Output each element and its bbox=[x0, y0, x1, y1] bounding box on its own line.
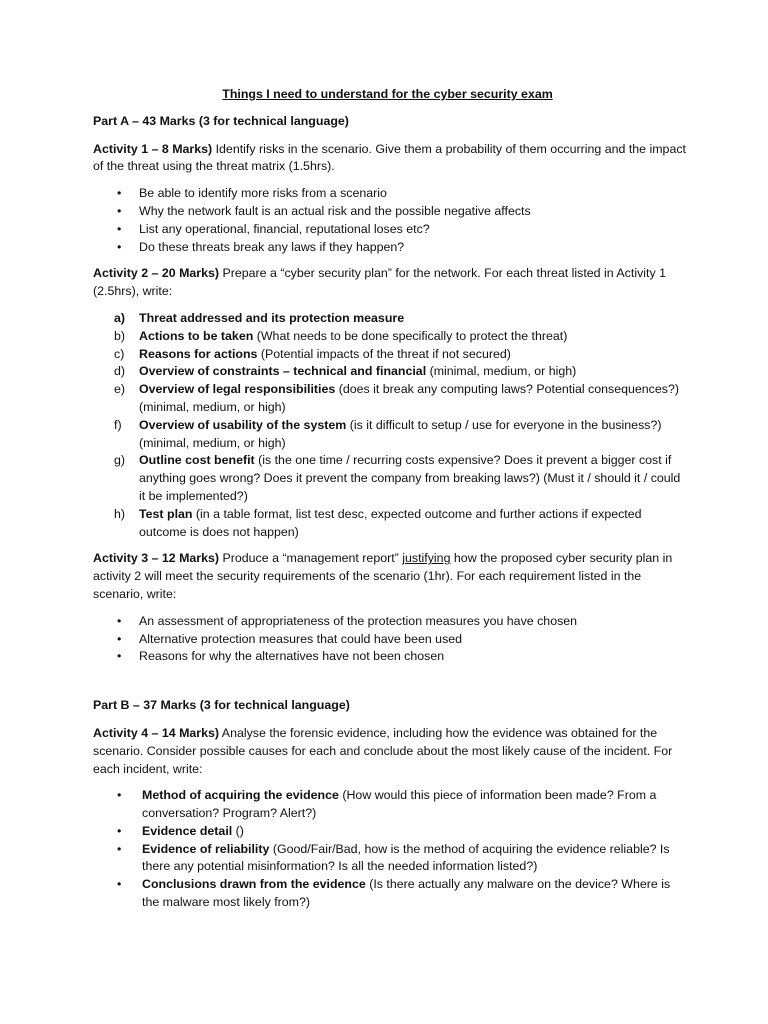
activity-1-paragraph bbox=[93, 141, 688, 177]
list-item-text: () bbox=[232, 823, 244, 838]
list-item-text: (minimal, medium, or high) bbox=[426, 364, 577, 379]
list-item bbox=[93, 452, 688, 505]
activity-3-heading: Activity 3 – 12 Marks) bbox=[93, 551, 220, 566]
list-item-text: Why the network fault is an actual risk and the possible negative affects bbox=[139, 203, 531, 218]
list-item-bold: Method of acquiring the evidence bbox=[142, 788, 339, 803]
activity-3-paragraph bbox=[93, 550, 688, 603]
bullet-icon: • bbox=[117, 221, 122, 236]
bullet-icon: • bbox=[117, 631, 122, 646]
bullet-icon: • bbox=[117, 877, 122, 892]
list-item-text: Reasons for why the alternatives have not been chosen bbox=[139, 649, 445, 664]
bullet-icon: • bbox=[117, 841, 122, 856]
activity-4-text: Analyse the forensic evidence, including how the evidence was obtained for the scenario. Consider possible causes for each and conclude about the most likely cause of the incident. For each incident, write: bbox=[93, 725, 673, 776]
list-item-text: Do these threats break any laws if they happen? bbox=[139, 239, 405, 254]
activity-4-paragraph bbox=[93, 725, 688, 778]
bullet-icon: • bbox=[117, 239, 122, 254]
bullet-icon: • bbox=[117, 186, 122, 201]
section-spacer bbox=[93, 675, 688, 697]
list-item bbox=[93, 328, 688, 346]
list-item bbox=[93, 506, 688, 542]
part-b-heading: Part B – 37 Marks (3 for technical language) bbox=[93, 698, 350, 713]
activity-1-text: Identify risks in the scenario. Give them a probability of them occurring and the impact of the threat using the threat matrix (1.5hrs). bbox=[93, 141, 686, 174]
list-item bbox=[93, 841, 688, 877]
list-item bbox=[93, 185, 688, 203]
list-marker: g) bbox=[114, 453, 126, 468]
list-item-bold: Evidence detail bbox=[142, 823, 233, 838]
list-item bbox=[93, 346, 688, 364]
list-item bbox=[93, 787, 688, 823]
list-item-text: (is the one time / recurring costs expensive? Does it prevent a bigger cost if anything goes wrong? Does it prevent the company from breaking laws?) (Must it / should it / could it be implemented?) bbox=[139, 453, 681, 503]
list-item-bold: Overview of constraints – technical and financial bbox=[139, 364, 427, 379]
list-item-bold: Overview of legal responsibilities bbox=[139, 382, 336, 397]
document-title: Things I need to understand for the cyber security exam bbox=[222, 87, 553, 101]
list-item bbox=[93, 876, 688, 912]
list-item bbox=[93, 310, 688, 328]
list-item-bold: Reasons for actions bbox=[139, 346, 258, 361]
activity-3-bullet-list bbox=[93, 613, 688, 666]
list-item-text: (How would this piece of information been made? From a conversation? Program? Alert?) bbox=[142, 788, 657, 821]
list-item bbox=[93, 239, 688, 257]
list-item-bold: Test plan bbox=[139, 506, 193, 521]
list-item bbox=[93, 648, 688, 666]
activity-2-text: Prepare a “cyber security plan” for the network. For each threat listed in Activity 1 (2.5hrs), write: bbox=[93, 266, 666, 299]
bullet-icon: • bbox=[117, 823, 122, 838]
activity-3-underlined-word: justifying bbox=[402, 551, 451, 566]
activity-2-paragraph bbox=[93, 265, 688, 301]
activity-1-heading: Activity 1 – 8 Marks) bbox=[93, 141, 213, 156]
list-item-bold: Overview of usability of the system bbox=[139, 417, 347, 432]
list-item-text: (Potential impacts of the threat if not secured) bbox=[257, 346, 511, 361]
bullet-icon: • bbox=[117, 649, 122, 664]
bullet-icon: • bbox=[117, 203, 122, 218]
list-marker: f) bbox=[114, 417, 122, 432]
activity-2-lettered-list bbox=[93, 310, 688, 541]
activity-3-text-before: Produce a “management report” bbox=[219, 551, 403, 566]
list-marker: a) bbox=[114, 310, 126, 325]
list-item-text: List any operational, financial, reputational loses etc? bbox=[139, 221, 430, 236]
activity-3-text-after: how the proposed cyber security plan in activity 2 will meet the security requirements of the scenario (1hr). For each requirement listed in the scenario, write: bbox=[93, 551, 673, 601]
list-item bbox=[93, 363, 688, 381]
list-marker: e) bbox=[114, 382, 126, 397]
list-item-text: Be able to identify more risks from a scenario bbox=[139, 186, 387, 201]
list-item-text: (is it difficult to setup / use for everyone in the business?) (minimal, medium, or high) bbox=[139, 417, 662, 450]
list-item-text: (What needs to be done specifically to protect the threat) bbox=[253, 328, 568, 343]
activity-1-bullet-list bbox=[93, 185, 688, 256]
list-item bbox=[93, 221, 688, 239]
list-item-text: (Good/Fair/Bad, how is the method of acquiring the evidence reliable? Is there any potential misinformation? Is all the needed information listed?) bbox=[142, 841, 670, 874]
list-item-bold: Threat addressed and its protection measure bbox=[139, 310, 405, 325]
list-item-bold: Actions to be taken bbox=[139, 328, 254, 343]
list-item-bold: Evidence of reliability bbox=[142, 841, 270, 856]
list-item bbox=[93, 823, 688, 841]
list-item-bold: Outline cost benefit bbox=[139, 453, 255, 468]
list-item bbox=[93, 613, 688, 631]
list-marker: d) bbox=[114, 364, 126, 379]
list-item-bold: Conclusions drawn from the evidence bbox=[142, 877, 366, 892]
activity-4-bullet-list bbox=[93, 787, 688, 912]
list-item-text: (in a table format, list test desc, expected outcome and further actions if expected outcome is does not happen) bbox=[139, 506, 642, 539]
list-item-text: Alternative protection measures that could have been used bbox=[139, 631, 463, 646]
list-item-text: An assessment of appropriateness of the protection measures you have chosen bbox=[139, 613, 578, 628]
bullet-icon: • bbox=[117, 788, 122, 803]
list-item bbox=[93, 631, 688, 649]
list-marker: h) bbox=[114, 506, 126, 521]
bullet-icon: • bbox=[117, 613, 122, 628]
activity-4-heading: Activity 4 – 14 Marks) bbox=[93, 725, 220, 740]
list-item bbox=[93, 203, 688, 221]
part-a-heading: Part A – 43 Marks (3 for technical language) bbox=[93, 113, 349, 128]
list-item-text: (Is there actually any malware on the device? Where is the malware most likely from?) bbox=[142, 877, 671, 910]
list-item bbox=[93, 417, 688, 453]
list-item-text: (does it break any computing laws? Potential consequences?) (minimal, medium, or high) bbox=[139, 382, 679, 414]
activity-2-heading: Activity 2 – 20 Marks) bbox=[93, 266, 220, 281]
list-marker: b) bbox=[114, 328, 126, 343]
list-item bbox=[93, 381, 688, 417]
list-marker: c) bbox=[114, 346, 125, 361]
